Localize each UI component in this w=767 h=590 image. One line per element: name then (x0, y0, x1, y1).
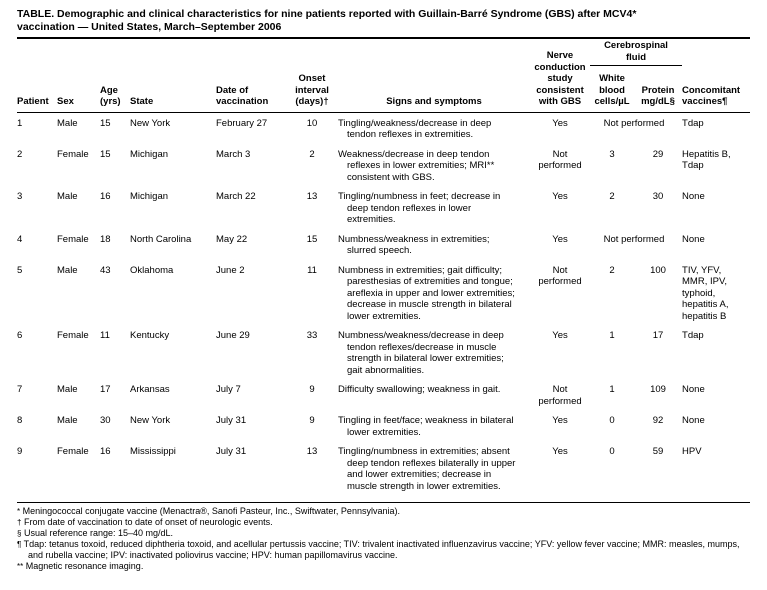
cell-csf-not-performed: Not performed (603, 117, 665, 129)
footnote-mcv4 (17, 506, 750, 517)
cell-wbc: 2 (609, 191, 615, 202)
col-header-concomitant-vaccines: Concomitant vaccines¶ (682, 40, 750, 112)
cell-wbc: 2 (609, 264, 615, 276)
cell-nerve-conduction: Not performed (538, 264, 582, 287)
cell-sex: Male (57, 264, 78, 276)
cell-nerve-conduction: Yes (552, 330, 568, 341)
cell-protein: 100 (650, 264, 666, 276)
cell-nerve-conduction: Yes (552, 415, 568, 426)
table-title-line1: TABLE. Demographic and clinical characteristics for nine patients reported with Guillain-Barré Syndrome (GBS) after MCV4* (17, 8, 637, 20)
cell-protein: 59 (652, 446, 664, 457)
cell-date-of-vaccination: March 3 (216, 148, 251, 160)
cell-wbc: 1 (609, 330, 615, 341)
col-header-age: Age (yrs) (100, 40, 130, 112)
cell-onset-interval: 10 (306, 117, 318, 129)
cell-onset-interval: 11 (307, 264, 317, 276)
cell-nerve-conduction: Yes (552, 117, 568, 129)
col-header-patient: Patient (17, 40, 57, 112)
cell-signs-symptoms: Tingling in feet/face; weakness in bilateral lower extremities. (338, 415, 514, 438)
cell-onset-interval: 9 (309, 415, 315, 426)
cell-onset-interval: 15 (306, 233, 318, 245)
col-header-sex: Sex (57, 40, 100, 112)
col-header-csf-group: Cerebrospinal fluid (590, 40, 682, 66)
patient-row (17, 330, 750, 384)
cell-protein: 17 (652, 330, 664, 341)
cell-signs-symptoms: Numbness/weakness in extremities; slurred speech. (338, 233, 490, 256)
table-title (17, 8, 750, 39)
footnote-marker: § (17, 529, 22, 538)
patients-table (17, 40, 750, 500)
cell-signs-symptoms: Weakness/decrease in deep tendon reflexes in lower extremities; MRI** consistent with GBS. (338, 148, 495, 183)
cell-concomitant-vaccines: Tdap (682, 117, 704, 129)
footnote-text: Usual reference range: 15–40 mg/dL. (23, 528, 174, 538)
cell-signs-symptoms: Tingling/numbness in feet; decrease in deep tendon reflexes in lower extremities. (338, 191, 501, 225)
col-header-date-of-vaccination: Date of vaccination (216, 40, 290, 112)
cell-age: 15 (100, 117, 111, 129)
patient-row (17, 446, 750, 500)
cell-concomitant-vaccines: TIV, YFV, MMR, IPV, typhoid, hepatitis A, hepatitis B (682, 264, 729, 322)
cell-signs-symptoms: Difficulty swallowing; weakness in gait. (338, 384, 501, 395)
table-title-line2: vaccination — United States, March–September 2006 (17, 21, 282, 33)
cell-date-of-vaccination: July 7 (216, 384, 241, 395)
cell-signs-symptoms: Tingling/numbness in extremities; absent deep tendon reflexes bilaterally in upper and lower extremities; decrease in muscle strength in lower extremities. (338, 446, 516, 492)
cell-sex: Female (57, 148, 89, 160)
cell-age: 16 (100, 446, 111, 457)
cell-age: 17 (100, 384, 111, 395)
cell-patient: 7 (17, 384, 23, 395)
cell-date-of-vaccination: May 22 (216, 233, 248, 245)
patient-row (17, 415, 750, 446)
footnote-text: Tdap: tetanus toxoid, reduced diphtheria toxoid, and acellular pertussis vaccine; TIV: trivalent inactivated influenzavirus vaccine; YFV: yellow fever vaccine; MMR: measles, mumps, and rubella vaccine; IPV: inactivated poliovirus vaccine; HPV: human papillomavirus vaccine. (23, 539, 740, 560)
cell-concomitant-vaccines: Tdap (682, 330, 704, 341)
col-header-state: State (130, 40, 216, 112)
col-header-onset-interval: Onset interval (days)† (290, 40, 338, 112)
cell-patient: 5 (17, 264, 23, 276)
patient-row (17, 112, 750, 149)
footnote-reference-range (17, 528, 750, 539)
cell-state: Arkansas (130, 384, 170, 395)
footnote-marker: † (17, 518, 22, 527)
cell-sex: Female (57, 330, 89, 341)
cell-age: 30 (100, 415, 111, 426)
cell-nerve-conduction: Yes (552, 191, 568, 202)
footnote-text: From date of vaccination to date of onset of neurologic events. (23, 517, 273, 527)
footnote-vaccine-abbreviations (17, 539, 750, 561)
col-header-wbc: White blood cells/µL (590, 66, 638, 113)
cell-state: Michigan (130, 148, 169, 160)
cell-onset-interval: 13 (306, 446, 318, 457)
cell-protein: 109 (650, 384, 666, 395)
cell-onset-interval: 2 (309, 148, 315, 160)
cell-sex: Male (57, 117, 78, 129)
footnote-onset (17, 517, 750, 528)
cell-patient: 3 (17, 191, 23, 202)
cell-nerve-conduction: Yes (552, 446, 568, 457)
cell-concomitant-vaccines: None (682, 384, 705, 395)
cell-patient: 1 (17, 117, 23, 129)
cell-state: Michigan (130, 191, 169, 202)
cell-concomitant-vaccines: HPV (682, 446, 702, 457)
table-header (17, 40, 750, 112)
cell-sex: Female (57, 446, 89, 457)
cell-sex: Male (57, 191, 78, 202)
footnote-marker: ** (17, 562, 24, 571)
patient-row (17, 191, 750, 234)
cell-patient: 9 (17, 446, 23, 457)
cell-csf-not-performed: Not performed (603, 233, 665, 245)
cell-patient: 6 (17, 330, 23, 341)
cell-signs-symptoms: Numbness/weakness/decrease in deep tendon reflexes/decrease in muscle strength in bilateral lower extremities; gait abnormalities. (338, 330, 504, 376)
cell-age: 18 (100, 233, 111, 245)
col-header-protein: Protein mg/dL§ (638, 66, 682, 113)
cell-concomitant-vaccines: None (682, 191, 705, 202)
cell-state: North Carolina (130, 233, 192, 245)
cell-wbc: 0 (609, 446, 615, 457)
cell-date-of-vaccination: July 31 (216, 415, 247, 426)
footnote-text: Magnetic resonance imaging. (25, 561, 144, 571)
cell-date-of-vaccination: March 22 (216, 191, 256, 202)
cell-patient: 8 (17, 415, 23, 426)
patient-row (17, 149, 750, 192)
cell-nerve-conduction: Not performed (538, 148, 582, 171)
col-header-signs-symptoms: Signs and symptoms (338, 40, 534, 112)
cell-protein: 30 (652, 191, 664, 202)
patient-row (17, 265, 750, 331)
patient-row (17, 384, 750, 415)
cell-age: 43 (100, 264, 111, 276)
cell-state: Oklahoma (130, 264, 174, 276)
cell-date-of-vaccination: February 27 (216, 117, 268, 129)
footnote-marker: ¶ (17, 540, 22, 549)
cell-state: Mississippi (130, 446, 176, 457)
cell-sex: Male (57, 415, 78, 426)
cell-wbc: 3 (609, 148, 615, 160)
cell-state: New York (130, 117, 171, 129)
cell-onset-interval: 13 (306, 191, 318, 202)
cell-patient: 4 (17, 233, 23, 245)
col-header-nerve-conduction: Nerve conduction study consistent with GBS (534, 40, 590, 112)
cell-sex: Female (57, 233, 89, 245)
cell-protein: 92 (652, 415, 664, 426)
cell-onset-interval: 33 (306, 330, 318, 341)
header-row-group (17, 40, 750, 66)
table-body (17, 112, 750, 500)
cell-state: New York (130, 415, 171, 426)
cell-signs-symptoms: Numbness in extremities; gait difficulty; paresthesias of extremities and tongue; areflexia in upper and lower extremities; decrease in muscle strength in bilateral lower extremities. (338, 264, 515, 322)
cell-state: Kentucky (130, 330, 170, 341)
cell-concomitant-vaccines: Hepatitis B, Tdap (682, 148, 731, 171)
cell-sex: Male (57, 384, 78, 395)
cell-signs-symptoms: Tingling/weakness/decrease in deep tendon reflexes in extremities. (338, 117, 492, 140)
footnote-text: Meningococcal conjugate vaccine (Menactra®, Sanofi Pasteur, Inc., Swiftwater, Pennsylvania). (22, 506, 400, 516)
cell-date-of-vaccination: June 29 (216, 330, 250, 341)
cell-onset-interval: 9 (309, 384, 315, 395)
cell-date-of-vaccination: June 2 (216, 264, 245, 276)
footnote-mri (17, 561, 750, 572)
cell-wbc: 0 (609, 415, 615, 426)
patient-row (17, 234, 750, 265)
cell-age: 11 (100, 330, 110, 341)
cell-concomitant-vaccines: None (682, 415, 705, 426)
cell-nerve-conduction: Not performed (538, 384, 582, 407)
cell-age: 16 (100, 191, 111, 202)
footnote-marker: * (17, 507, 21, 516)
cell-protein: 29 (652, 148, 664, 160)
cell-date-of-vaccination: July 31 (216, 446, 247, 457)
footnotes (17, 502, 750, 572)
cell-wbc: 1 (609, 384, 615, 395)
cell-concomitant-vaccines: None (682, 233, 705, 245)
cell-age: 15 (100, 148, 111, 160)
cell-nerve-conduction: Yes (552, 233, 568, 245)
cell-patient: 2 (17, 148, 23, 160)
